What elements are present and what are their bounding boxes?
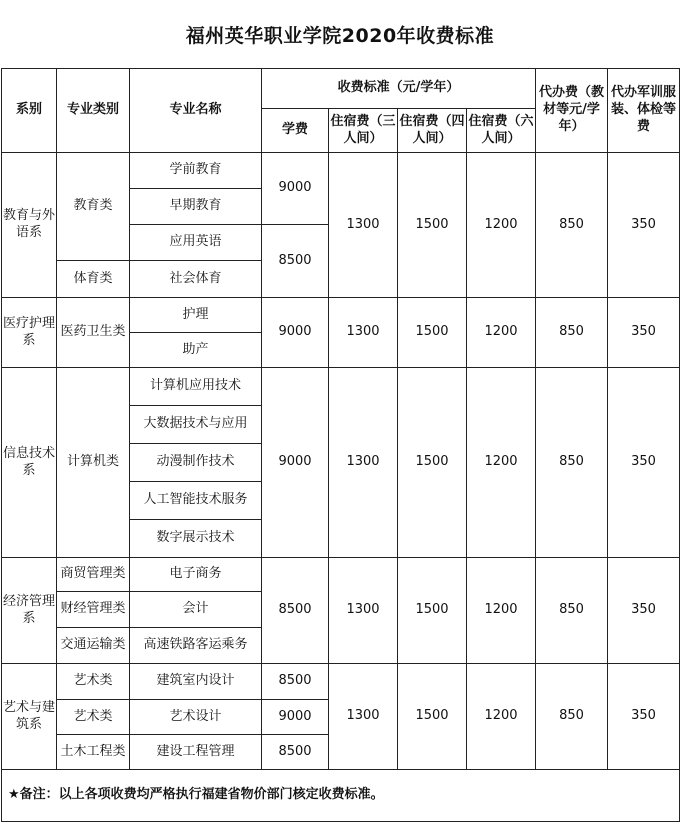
dept-cell: 医疗护理系 [2, 298, 57, 368]
dorm3-cell: 1300 [329, 298, 398, 368]
page-title: 福州英华职业学院2020年收费标准 [185, 24, 495, 47]
military-cell: 350 [608, 558, 680, 664]
books-cell: 850 [536, 664, 608, 770]
category-cell: 计算机类 [57, 368, 130, 558]
footnote: ★备注：以上各项收费均严格执行福建省物价部门核定收费标准。 [2, 770, 680, 822]
dept-cell: 信息技术系 [2, 368, 57, 558]
major-cell: 护理 [130, 298, 262, 333]
tuition-cell: 9000 [262, 298, 329, 368]
fee-table [1, 68, 680, 822]
note-row [2, 770, 680, 822]
header-category: 专业类别 [57, 69, 130, 153]
major-cell: 会计 [130, 592, 262, 628]
category-cell: 交通运输类 [57, 628, 130, 664]
header-row-1 [2, 69, 680, 109]
dorm3-cell: 1300 [329, 368, 398, 558]
category-cell: 艺术类 [57, 664, 130, 700]
major-cell: 社会体育 [130, 261, 262, 298]
major-cell: 大数据技术与应用 [130, 406, 262, 444]
major-cell: 学前教育 [130, 153, 262, 189]
military-cell: 350 [608, 368, 680, 558]
category-cell: 商贸管理类 [57, 558, 130, 592]
books-cell: 850 [536, 558, 608, 664]
military-cell: 350 [608, 153, 680, 298]
major-cell: 数字展示技术 [130, 520, 262, 558]
major-cell: 计算机应用技术 [130, 368, 262, 406]
tuition-cell: 9000 [262, 368, 329, 558]
tuition-cell: 8500 [262, 735, 329, 770]
header-dorm-6: 住宿费（六人间） [467, 109, 536, 153]
header-dorm-4: 住宿费（四人间） [398, 109, 467, 153]
dorm6-cell: 1200 [467, 558, 536, 664]
tuition-cell: 9000 [262, 700, 329, 735]
major-cell: 应用英语 [130, 225, 262, 261]
table-row [2, 153, 680, 189]
header-fee-standard: 收费标准（元/学年） [262, 69, 536, 109]
tuition-cell: 8500 [262, 225, 329, 298]
header-dept: 系别 [2, 69, 57, 153]
category-cell: 土木工程类 [57, 735, 130, 770]
tuition-cell: 8500 [262, 664, 329, 700]
books-cell: 850 [536, 153, 608, 298]
military-cell: 350 [608, 664, 680, 770]
table-row [2, 664, 680, 700]
header-dorm-3: 住宿费（三人间） [329, 109, 398, 153]
header-tuition: 学费 [262, 109, 329, 153]
category-cell: 艺术类 [57, 700, 130, 735]
dorm4-cell: 1500 [398, 298, 467, 368]
category-cell: 医药卫生类 [57, 298, 130, 368]
major-cell: 动漫制作技术 [130, 444, 262, 482]
category-cell: 体育类 [57, 261, 130, 298]
dorm3-cell: 1300 [329, 153, 398, 298]
major-cell: 助产 [130, 333, 262, 368]
dorm4-cell: 1500 [398, 558, 467, 664]
major-cell: 电子商务 [130, 558, 262, 592]
books-cell: 850 [536, 368, 608, 558]
header-military-fee: 代办军训服装、体检等费 [608, 69, 680, 153]
major-cell: 早期教育 [130, 189, 262, 225]
header-major: 专业名称 [130, 69, 262, 153]
dorm6-cell: 1200 [467, 368, 536, 558]
dorm6-cell: 1200 [467, 153, 536, 298]
category-cell: 教育类 [57, 153, 130, 261]
major-cell: 建设工程管理 [130, 735, 262, 770]
dorm4-cell: 1500 [398, 664, 467, 770]
dept-cell: 艺术与建筑系 [2, 664, 57, 770]
major-cell: 艺术设计 [130, 700, 262, 735]
dorm4-cell: 1500 [398, 153, 467, 298]
dorm3-cell: 1300 [329, 558, 398, 664]
dorm6-cell: 1200 [467, 664, 536, 770]
major-cell: 高速铁路客运乘务 [130, 628, 262, 664]
category-cell: 财经管理类 [57, 592, 130, 628]
major-cell: 人工智能技术服务 [130, 482, 262, 520]
dorm3-cell: 1300 [329, 664, 398, 770]
dept-cell: 经济管理系 [2, 558, 57, 664]
dorm6-cell: 1200 [467, 298, 536, 368]
books-cell: 850 [536, 298, 608, 368]
table-row [2, 558, 680, 592]
dept-cell: 教育与外语系 [2, 153, 57, 298]
table-row [2, 368, 680, 406]
major-cell: 建筑室内设计 [130, 664, 262, 700]
dorm4-cell: 1500 [398, 368, 467, 558]
military-cell: 350 [608, 298, 680, 368]
header-books-fee: 代办费（教材等元/学年） [536, 69, 608, 153]
tuition-cell: 9000 [262, 153, 329, 225]
tuition-cell: 8500 [262, 558, 329, 664]
table-row [2, 298, 680, 333]
